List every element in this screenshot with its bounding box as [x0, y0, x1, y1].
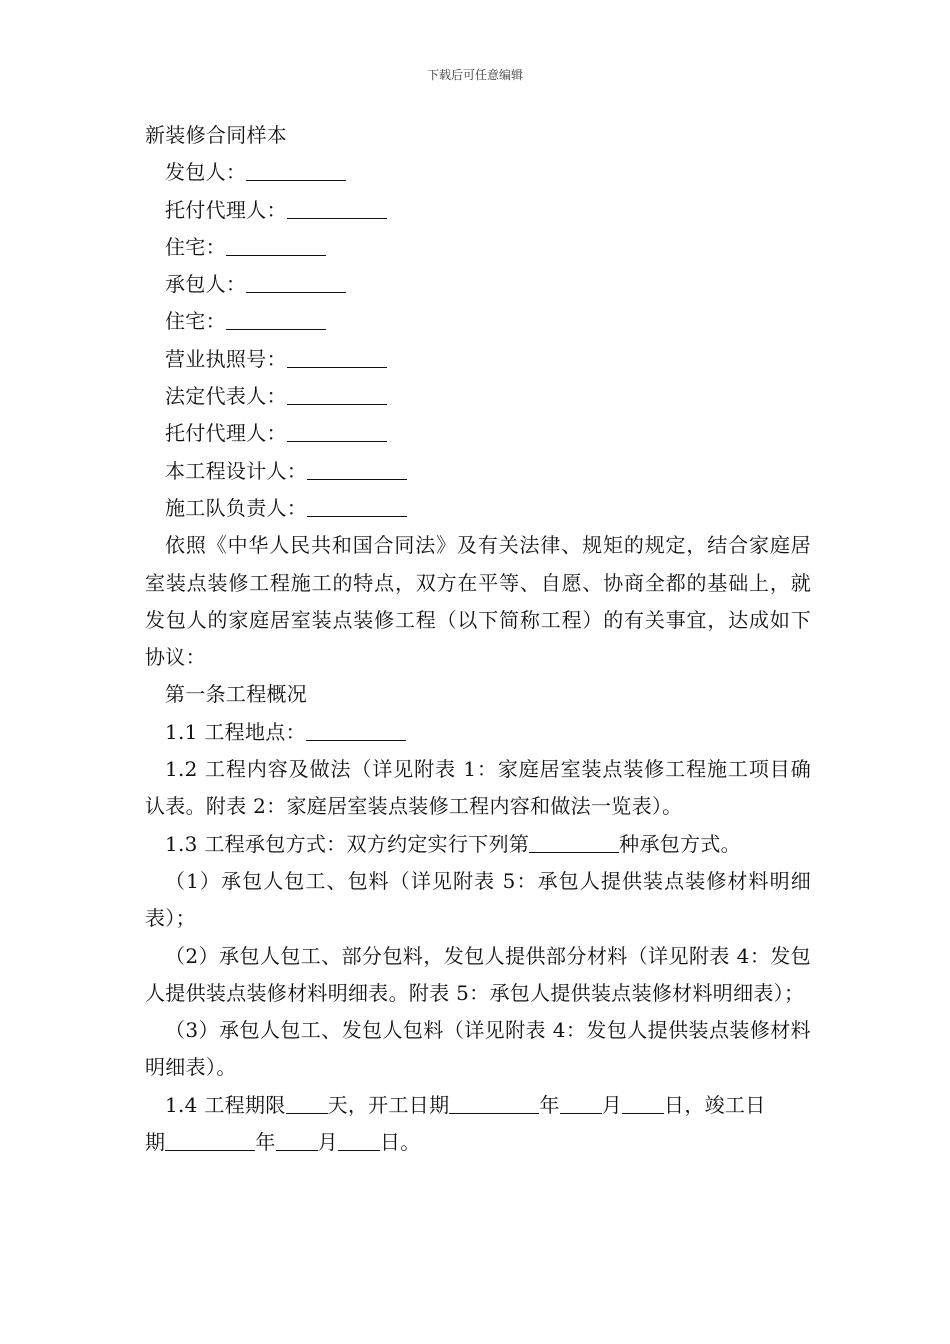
label-year: 年 — [255, 1130, 276, 1155]
contract-body — [145, 117, 811, 1161]
field-label: 托付代理人： — [165, 197, 287, 222]
fill-blank[interactable] — [307, 496, 407, 517]
fill-blank[interactable] — [286, 1093, 328, 1114]
field-crew-leader — [145, 490, 811, 527]
fill-blank[interactable] — [287, 347, 387, 368]
item-1-4-line1 — [145, 1087, 811, 1124]
intro-paragraph: 依照《中华人民共和国合同法》及有关法律、规矩的规定，结合家庭居室装点装修工程施工的特点，双方在平等、自愿、协商全都的基础上，就发包人的家庭居室装点装修工程（以下简称工程）的有关事宜，达成如下协议： — [145, 533, 811, 670]
field-employer-address — [145, 229, 811, 266]
field-contractor — [145, 266, 811, 303]
item-1-4-line2 — [145, 1124, 811, 1161]
field-designer — [145, 453, 811, 490]
fill-blank[interactable] — [246, 272, 346, 293]
field-label: 本工程设计人： — [165, 458, 308, 483]
label-days: 天，开工日期 — [327, 1092, 450, 1117]
fill-blank[interactable] — [287, 421, 387, 442]
fill-blank[interactable] — [306, 720, 406, 741]
page-header: 下载后可任意编辑 — [426, 68, 523, 82]
article-heading: 第一条工程概况 — [165, 682, 308, 707]
field-label: 住宅： — [165, 234, 226, 259]
item-1-3 — [145, 826, 811, 863]
fill-blank[interactable] — [338, 1130, 380, 1151]
label-day: 日，竣工日 — [664, 1092, 766, 1117]
fill-blank[interactable] — [226, 235, 326, 256]
option-1: （1）承包人包工、包料（详见附表 5：承包人提供装点装修材料明细表）； — [145, 868, 811, 931]
option-2: （2）承包人包工、部分包料，发包人提供部分材料（详见附表 4：发包人提供装点装修材料明细表。附表 5：承包人提供装点装修材料明细表）； — [145, 943, 811, 1005]
fill-blank[interactable] — [165, 1130, 255, 1151]
fill-blank[interactable] — [246, 160, 346, 181]
item-label: 1.1 工程地点： — [165, 719, 306, 744]
field-contractor-agent — [145, 415, 811, 452]
field-contractor-address — [145, 303, 811, 340]
item-1-2: 1.2 工程内容及做法（详见附表 1：家庭居室装点装修工程施工项目确认表。附表 2：家庭居室装点装修工程内容和做法一览表）。 — [145, 757, 811, 819]
field-label: 法定代表人： — [165, 384, 287, 409]
item-label: 1.4 工程期限 — [165, 1092, 286, 1117]
label-month: 月 — [601, 1092, 623, 1117]
contract-title: 新装修合同样本 — [145, 123, 288, 147]
field-label: 施工队负责人： — [165, 495, 308, 520]
field-label: 营业执照号： — [165, 346, 287, 371]
field-label: 托付代理人： — [165, 421, 287, 446]
fill-blank[interactable] — [287, 198, 387, 219]
fill-blank[interactable] — [287, 384, 387, 405]
option-3: （3）承包人包工、发包人包料（详见附表 4：发包人提供装点装修材料明细表）。 — [145, 1018, 811, 1080]
fill-blank[interactable] — [622, 1093, 664, 1114]
fill-blank[interactable] — [529, 832, 619, 853]
fill-blank[interactable] — [226, 309, 326, 330]
fill-blank[interactable] — [449, 1093, 539, 1114]
label-year: 年 — [539, 1092, 560, 1117]
field-employer — [145, 154, 811, 191]
field-legal-representative — [145, 378, 811, 415]
field-label: 发包人： — [165, 160, 247, 185]
fill-blank[interactable] — [560, 1093, 602, 1114]
field-employer-agent — [145, 192, 811, 229]
item-label: 1.3 工程承包方式：双方约定实行下列第 — [165, 831, 530, 856]
label-period: 期 — [145, 1130, 166, 1155]
field-label: 住宅： — [165, 309, 226, 334]
item-label-suffix: 种承包方式。 — [619, 831, 741, 856]
label-month: 月 — [317, 1130, 338, 1155]
field-label: 承包人： — [165, 272, 247, 297]
item-1-1 — [145, 714, 811, 751]
field-business-license — [145, 341, 811, 378]
fill-blank[interactable] — [307, 459, 407, 480]
label-day: 日。 — [379, 1130, 421, 1155]
fill-blank[interactable] — [276, 1130, 318, 1151]
